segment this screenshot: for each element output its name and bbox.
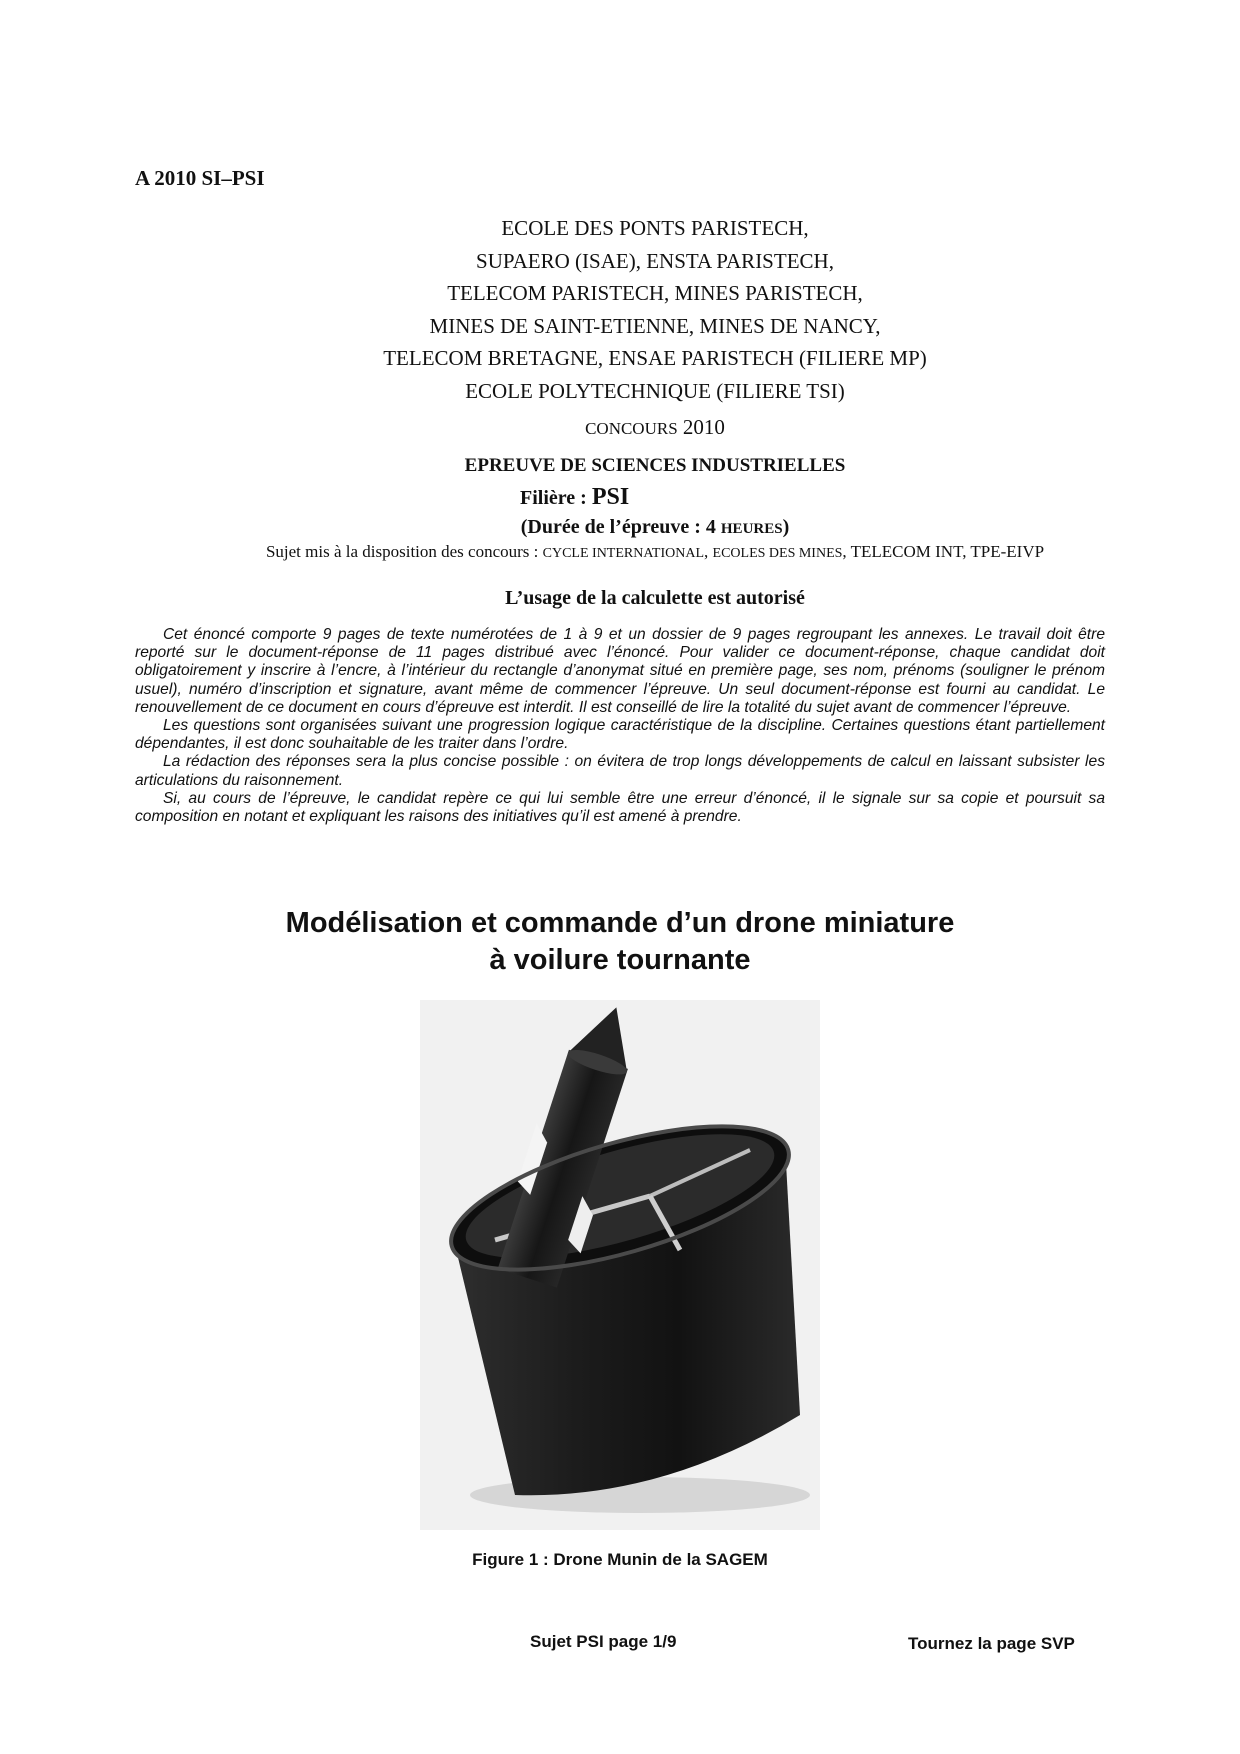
figure-caption: Figure 1 : Drone Munin de la SAGEM — [472, 1550, 768, 1569]
drone-illustration — [420, 1000, 820, 1530]
concours-year: 2010 — [682, 415, 725, 439]
sujet-cycle: CYCLE INTERNATIONAL — [542, 546, 705, 561]
duree-line — [200, 516, 1110, 539]
duree-unit: HEURES — [720, 521, 783, 537]
concours-label: CONCOURS — [585, 419, 678, 438]
concours-line — [300, 415, 1010, 440]
sujet-rest: , TELECOM INT, TPE-EIVP — [842, 542, 1045, 561]
school-line: MINES DE SAINT-ETIENNE, MINES DE NANCY, — [429, 313, 881, 338]
instruction-paragraph: Si, au cours de l’épreuve, le candidat repère ce qui lui semble être une erreur d’énoncé, il le signale sur sa copie et poursuit sa composition en notant et expliquant les raisons des initiatives qu’il est amené à prendre. — [135, 789, 1105, 826]
duree-prefix: (Durée de l’épreuve : 4 — [520, 516, 716, 538]
school-line: ECOLE DES PONTS PARISTECH, — [501, 216, 809, 240]
sujet-prefix: Sujet mis à la disposition des concours : — [265, 542, 539, 561]
exam-reference: A 2010 SI–PSI — [135, 166, 265, 190]
sujet-ecoles: ECOLES DES MINES — [712, 546, 843, 561]
school-line: TELECOM PARISTECH, MINES PARISTECH, — [447, 281, 863, 305]
document-title — [135, 905, 1105, 979]
page-number: Sujet PSI page 1/9 — [530, 1632, 677, 1651]
title-line: Modélisation et commande d’un drone miniature — [285, 907, 955, 939]
title-line: à voilure tournante — [489, 944, 751, 976]
filiere-value: PSI — [591, 484, 630, 510]
sujet-sep: , — [704, 542, 709, 561]
instruction-paragraph: Les questions sont organisées suivant une progression logique caractéristique de la discipline. Certaines questions étant partiellement dépendantes, il est donc souhaitable de les traiter dans l’ordre. — [135, 717, 1105, 753]
school-line: ECOLE POLYTECHNIQUE (FILIERE TSI) — [465, 378, 845, 403]
turn-page-notice: Tournez la page SVP — [908, 1634, 1075, 1653]
filiere-label: Filière : — [520, 487, 587, 509]
sujet-line — [100, 542, 1210, 562]
school-line: TELECOM BRETAGNE, ENSAE PARISTECH (FILIERE MP) — [383, 346, 927, 370]
drone-photo — [420, 1000, 820, 1530]
instruction-paragraph: Cet énoncé comporte 9 pages de texte numérotées de 1 à 9 et un dossier de 9 pages regroupant les annexes. Le travail doit être reporté sur le document-réponse de 11 pages distribué avec l’énoncé. Pour valider ce document-réponse, chaque candidat doit obligatoirement y inscrire à l’encre, à l’intérieur du rectangle d’anonymat situé en première page, ses nom, prénoms (souligner le prénom usuel), numéro d’inscription et signature, avant même de commencer l’épreuve. Un seul document-réponse est fourni au candidat. Le renouvellement de ce document en cours d’épreuve est interdit. Il est conseillé de lire la totalité du sujet avant de commencer l’épreuve. — [135, 626, 1105, 716]
instruction-paragraph: La rédaction des réponses sera la plus concise possible : on évitera de trop longs développements de calcul en laissant subsister les articulations du raisonnement. — [135, 753, 1105, 789]
school-list — [300, 212, 1010, 407]
filiere-line — [520, 484, 629, 511]
epreuve-title: EPREUVE DE SCIENCES INDUSTRIELLES — [464, 455, 846, 476]
school-line: SUPAERO (ISAE), ENSTA PARISTECH, — [476, 248, 834, 273]
duree-suffix: ) — [782, 516, 790, 538]
instructions — [135, 626, 1105, 826]
calculator-notice: L’usage de la calculette est autorisé — [505, 587, 805, 609]
